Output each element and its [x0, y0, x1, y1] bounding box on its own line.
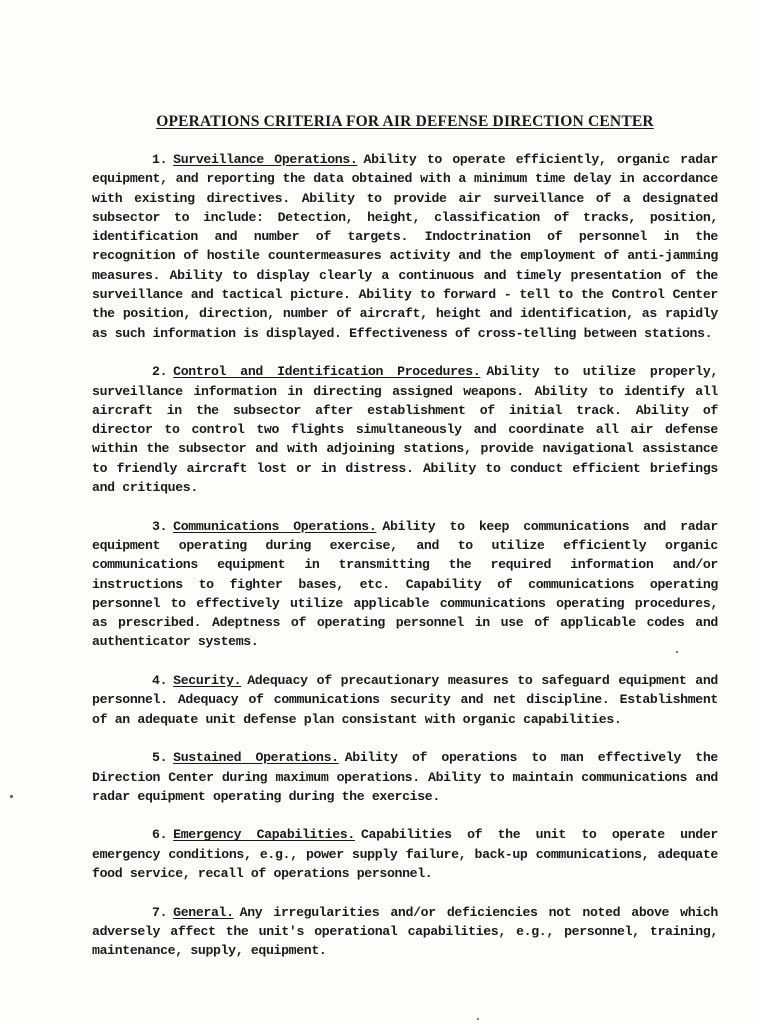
section-heading: Security. [173, 673, 242, 689]
document-body [92, 150, 718, 980]
section-general [92, 903, 718, 961]
section-paragraph [92, 517, 718, 652]
section-paragraph [92, 748, 718, 806]
section-communications-operations [92, 517, 718, 652]
section-security [92, 671, 718, 729]
page-title-text: OPERATIONS CRITERIA FOR AIR DEFENSE DIRECTION CENTER [156, 113, 654, 130]
section-number: 1. [152, 152, 168, 167]
section-number: 4. [152, 673, 168, 689]
section-text: Ability to keep communications and radar equipment operating during exercise, and to utilize efficiently organic communications equipment in transmitting the required information and/or instructions to fighter bases, etc. Capability of communications operating personnel to effectively utilize applicable communications operating procedures, as prescribed. Adeptness of operating personnel in use of applicable codes and authenticator systems. [92, 518, 718, 650]
section-paragraph [92, 671, 718, 729]
scan-speck [10, 795, 13, 798]
section-paragraph [92, 825, 718, 883]
section-text: Any irregularities and/or deficiencies not noted above which adversely affect the unit's operational capabilities, e.g., personnel, training, maintenance, supply, equipment. [92, 904, 718, 959]
section-paragraph [92, 903, 718, 961]
section-text: Ability to operate efficiently, organic radar equipment, and reporting the data obtained with a minimum time delay in accordance with existing directives. Ability to provide air surveillance of a designated subsector to include: Detection, height, classification of tracks, position, identification and number of targets. Indoctrination of personnel in the recognition of hostile countermeasures activity and the employment of anti-jamming measures. Ability to display clearly a continuous and timely presentation of the surveillance and tactical picture. Ability to forward - tell to the Control Center the position, direction, number of aircraft, height and identification, as rapidly as such information is displayed. Effectiveness of cross-telling between stations. [92, 152, 718, 341]
section-number: 3. [152, 518, 168, 534]
section-number: 7. [152, 904, 168, 920]
section-text: Ability of operations to man effectively the Direction Center during maximum operations. Ability to maintain communications and radar equipment operating during the exercise. [92, 750, 719, 804]
section-heading: General. [173, 904, 234, 920]
scan-speck [477, 1018, 479, 1020]
section-number: 2. [152, 364, 168, 380]
section-text: Ability to utilize properly, surveillance information in directing assigned weapons. Ability to identify all aircraft in the subsector after establishment of initial track. Ability of director to control two flights simultaneously and coordinate all air defense within the subsector and with adjoining stations, provide navigational assistance to friendly aircraft lost or in distress. Ability to conduct efficient briefings and critiques. [92, 364, 718, 496]
section-paragraph [92, 150, 718, 343]
section-text: Adequacy of precautionary measures to safeguard equipment and personnel. Adequacy of communications security and net discipline. Establishment of an adequate unit defense plan consistant with organic capabilities. [92, 673, 718, 727]
section-text: Capabilities of the unit to operate under emergency conditions, e.g., power supply failure, back-up communications, adequate food service, recall of operations personnel. [92, 827, 718, 881]
section-heading: Emergency Capabilities. [173, 827, 355, 843]
section-number: 5. [152, 750, 168, 766]
section-heading: Communications Operations. [173, 518, 377, 534]
scan-speck [676, 651, 678, 653]
section-sustained-operations [92, 748, 718, 806]
section-emergency-capabilities [92, 825, 718, 883]
section-number: 6. [152, 827, 168, 843]
section-surveillance-operations [92, 150, 718, 343]
section-heading: Surveillance Operations. [173, 152, 358, 167]
section-paragraph [92, 362, 718, 497]
section-control-identification [92, 362, 718, 497]
section-heading: Control and Identification Procedures. [173, 364, 481, 380]
page-title [0, 113, 760, 131]
section-heading: Sustained Operations. [173, 750, 339, 766]
